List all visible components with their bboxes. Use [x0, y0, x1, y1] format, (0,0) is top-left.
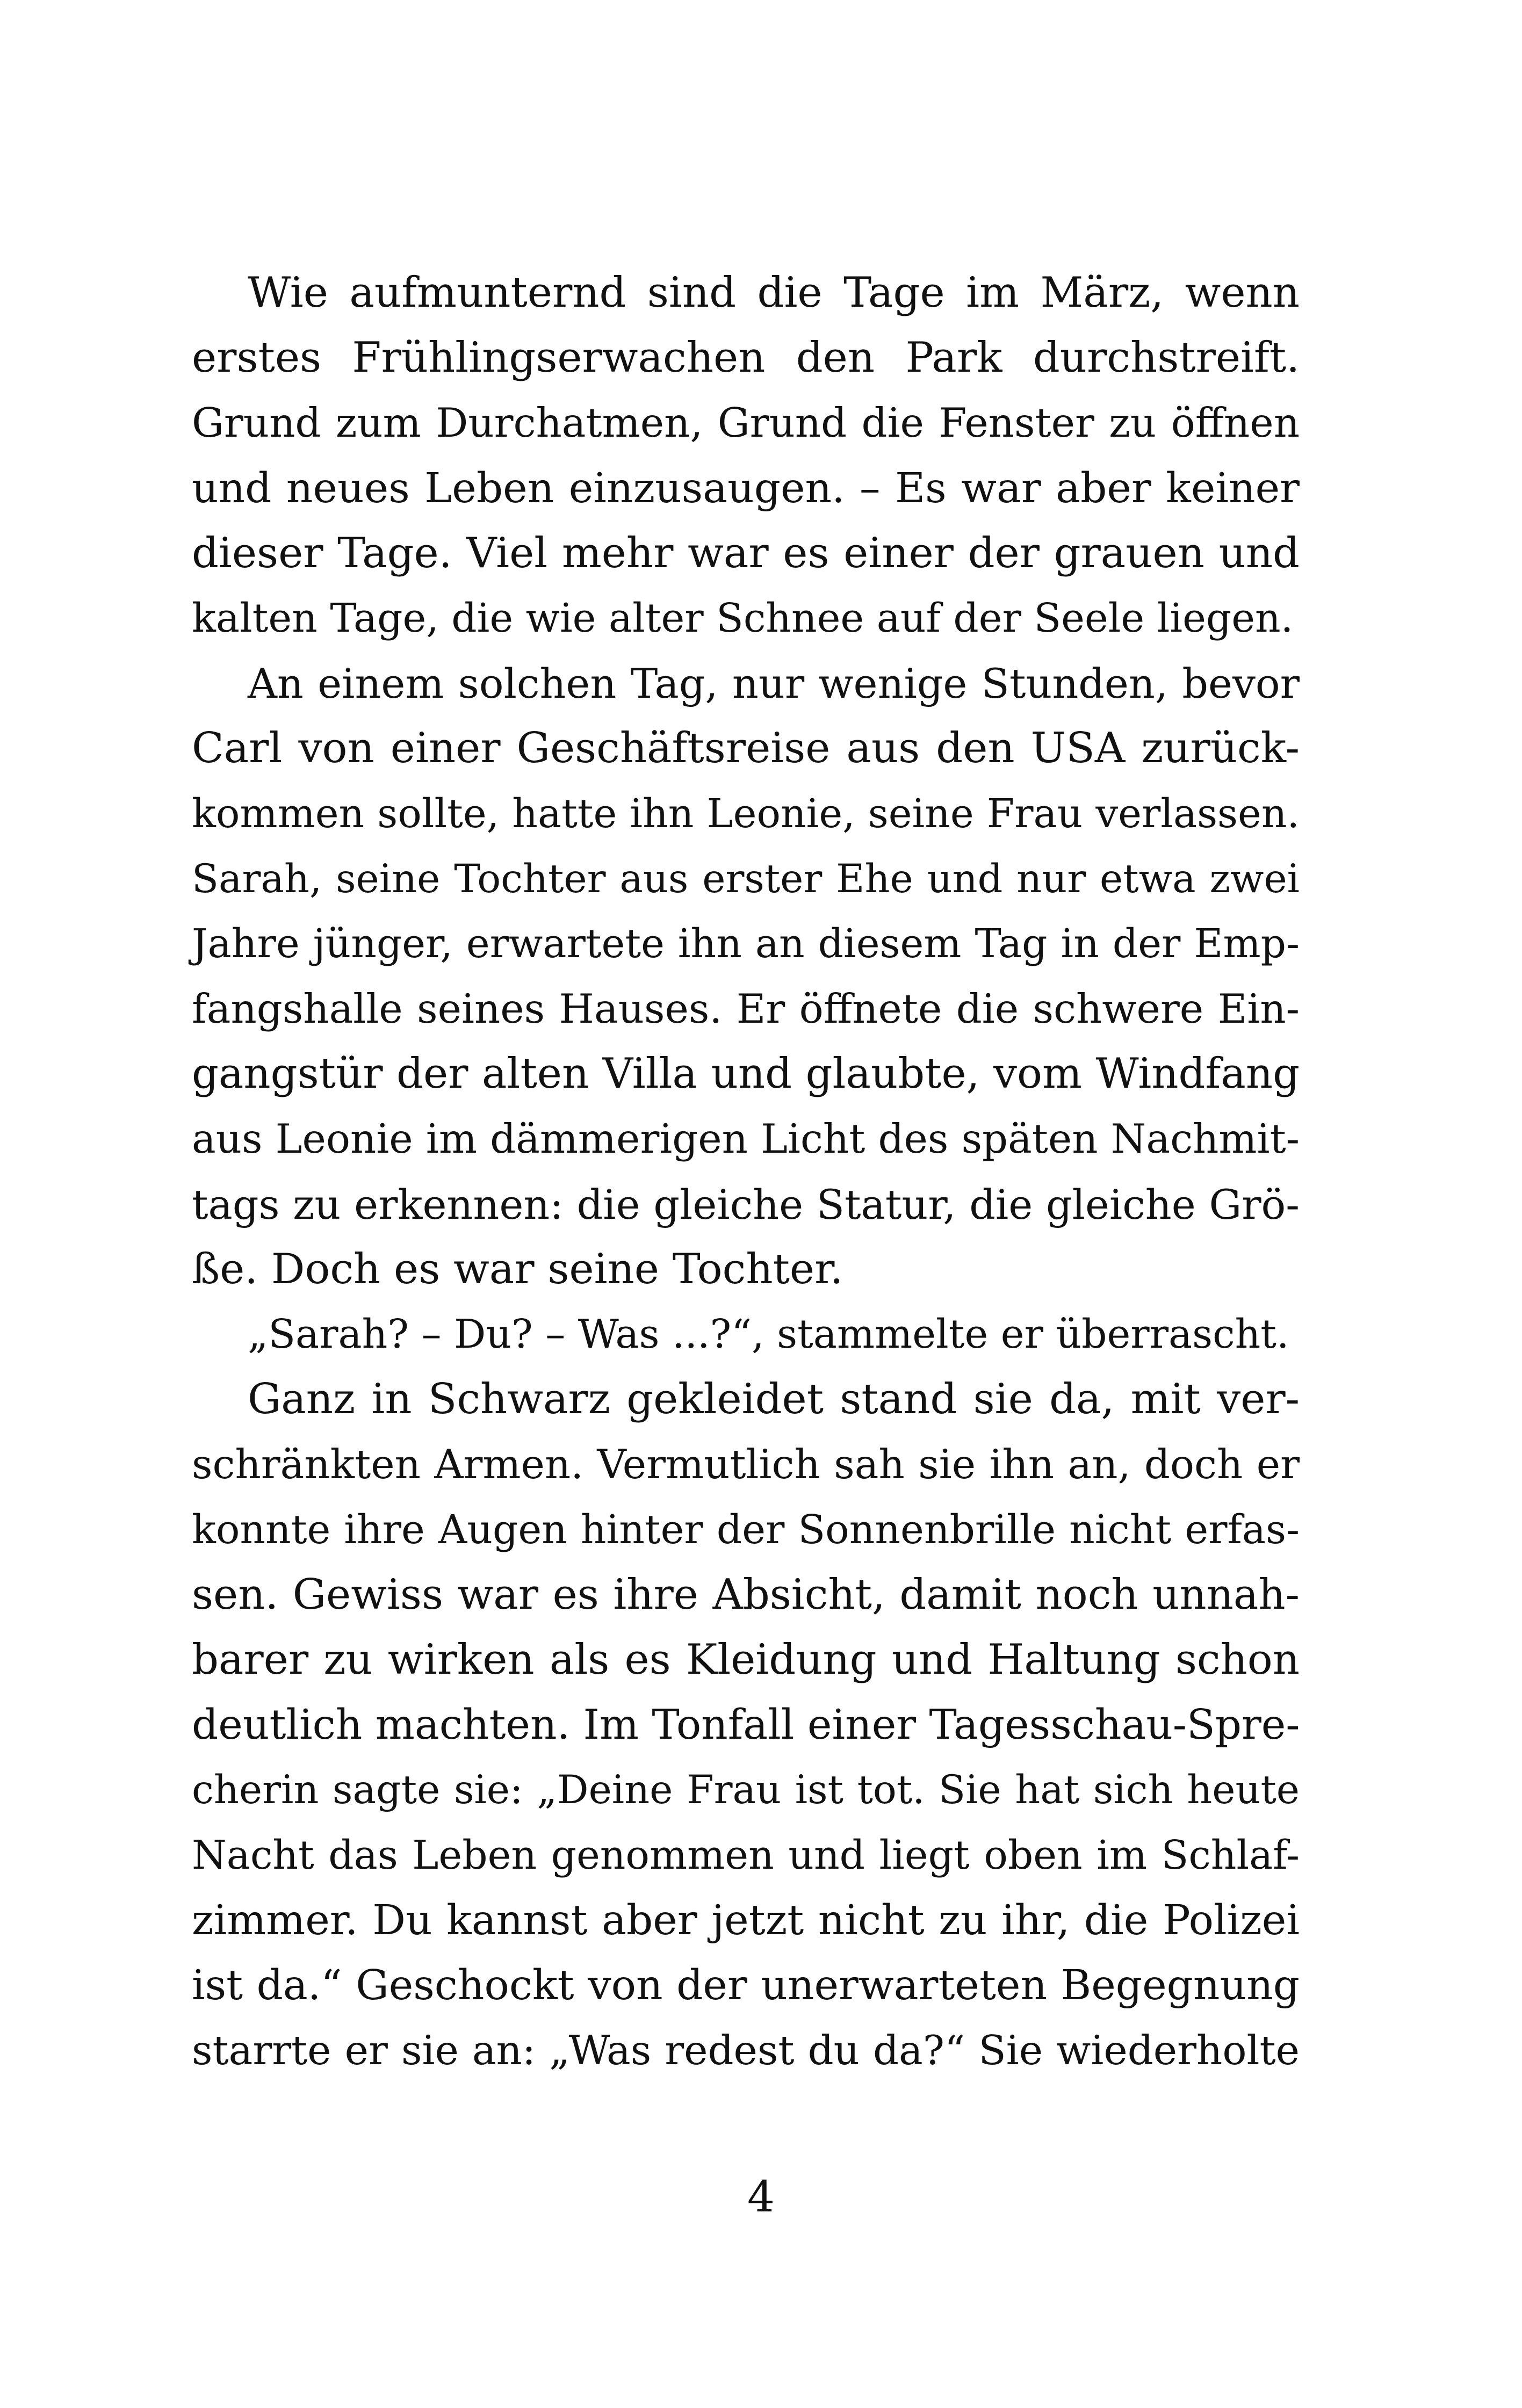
text-line: Nacht das Leben genommen und liegt oben im Schlaf- [192, 1832, 1300, 1878]
text-line: An einem solchen Tag, nur wenige Stunden, bevor [248, 660, 1300, 708]
text-line: Grund zum Durchatmen, Grund die Fenster zu öffnen [192, 399, 1300, 447]
text-line: aus Leonie im dämmerigen Licht des späten Nachmit- [192, 1115, 1300, 1163]
page-number: 4 [747, 2172, 775, 2222]
text-line: barer zu wirken als es Kleidung und Haltung schon [192, 1635, 1300, 1684]
text-line: Sarah, seine Tochter aus erster Ehe und nur etwa zwei [192, 856, 1300, 902]
text-line: „Sarah? – Du? – Was ...?“, stammelte er überrascht. [248, 1311, 1289, 1357]
text-line: zimmer. Du kannst aber jetzt nicht zu ihr, die Polizei [192, 1896, 1300, 1944]
text-line: schränkten Armen. Vermutlich sah sie ihn an, doch er [192, 1441, 1300, 1488]
text-line: cherin sagte sie: „Deine Frau ist tot. Sie hat sich heute [192, 1767, 1300, 1813]
text-line: sen. Gewiss war es ihre Absicht, damit noch unnah- [192, 1570, 1300, 1619]
text-line: gangstür der alten Villa und glaubte, vom Windfang [192, 1050, 1300, 1098]
text-line: Ganz in Schwarz gekleidet stand sie da, mit ver- [248, 1375, 1300, 1424]
text-line: deutlich machten. Im Tonfall einer Tagesschau-Spre- [192, 1701, 1300, 1749]
text-line: Jahre jünger, erwartete ihn an diesem Tag in der Emp- [192, 920, 1300, 967]
text-line: kalten Tage, die wie alter Schnee auf der Seele liegen. [192, 595, 1294, 641]
text-line: starrte er sie an: „Was redest du da?“ Sie wiederholte [192, 2027, 1300, 2074]
text-line: dieser Tage. Viel mehr war es einer der grauen und [192, 529, 1300, 577]
text-line: ist da.“ Geschockt von der unerwarteten Begegnung [192, 1961, 1300, 2009]
text-line: tags zu erkennen: die gleiche Statur, die gleiche Grö- [192, 1180, 1300, 1228]
text-line: ße. Doch es war seine Tochter. [192, 1245, 843, 1293]
text-line: Carl von einer Geschäftsreise aus den USA zurück- [192, 724, 1300, 773]
text-line: fangshalle seines Hauses. Er öffnete die schwere Ein- [192, 985, 1300, 1033]
text-line: und neues Leben einzusaugen. – Es war aber keiner [192, 464, 1300, 512]
body-text [192, 261, 1300, 2083]
text-line: konnte ihre Augen hinter der Sonnenbrille nicht erfas- [192, 1506, 1300, 1553]
text-line: erstes Frühlingserwachen den Park durchstreift. [192, 334, 1300, 382]
text-line: Wie aufmunternd sind die Tage im März, wenn [248, 269, 1300, 317]
text-line: kommen sollte, hatte ihn Leonie, seine Frau verlassen. [192, 790, 1300, 837]
